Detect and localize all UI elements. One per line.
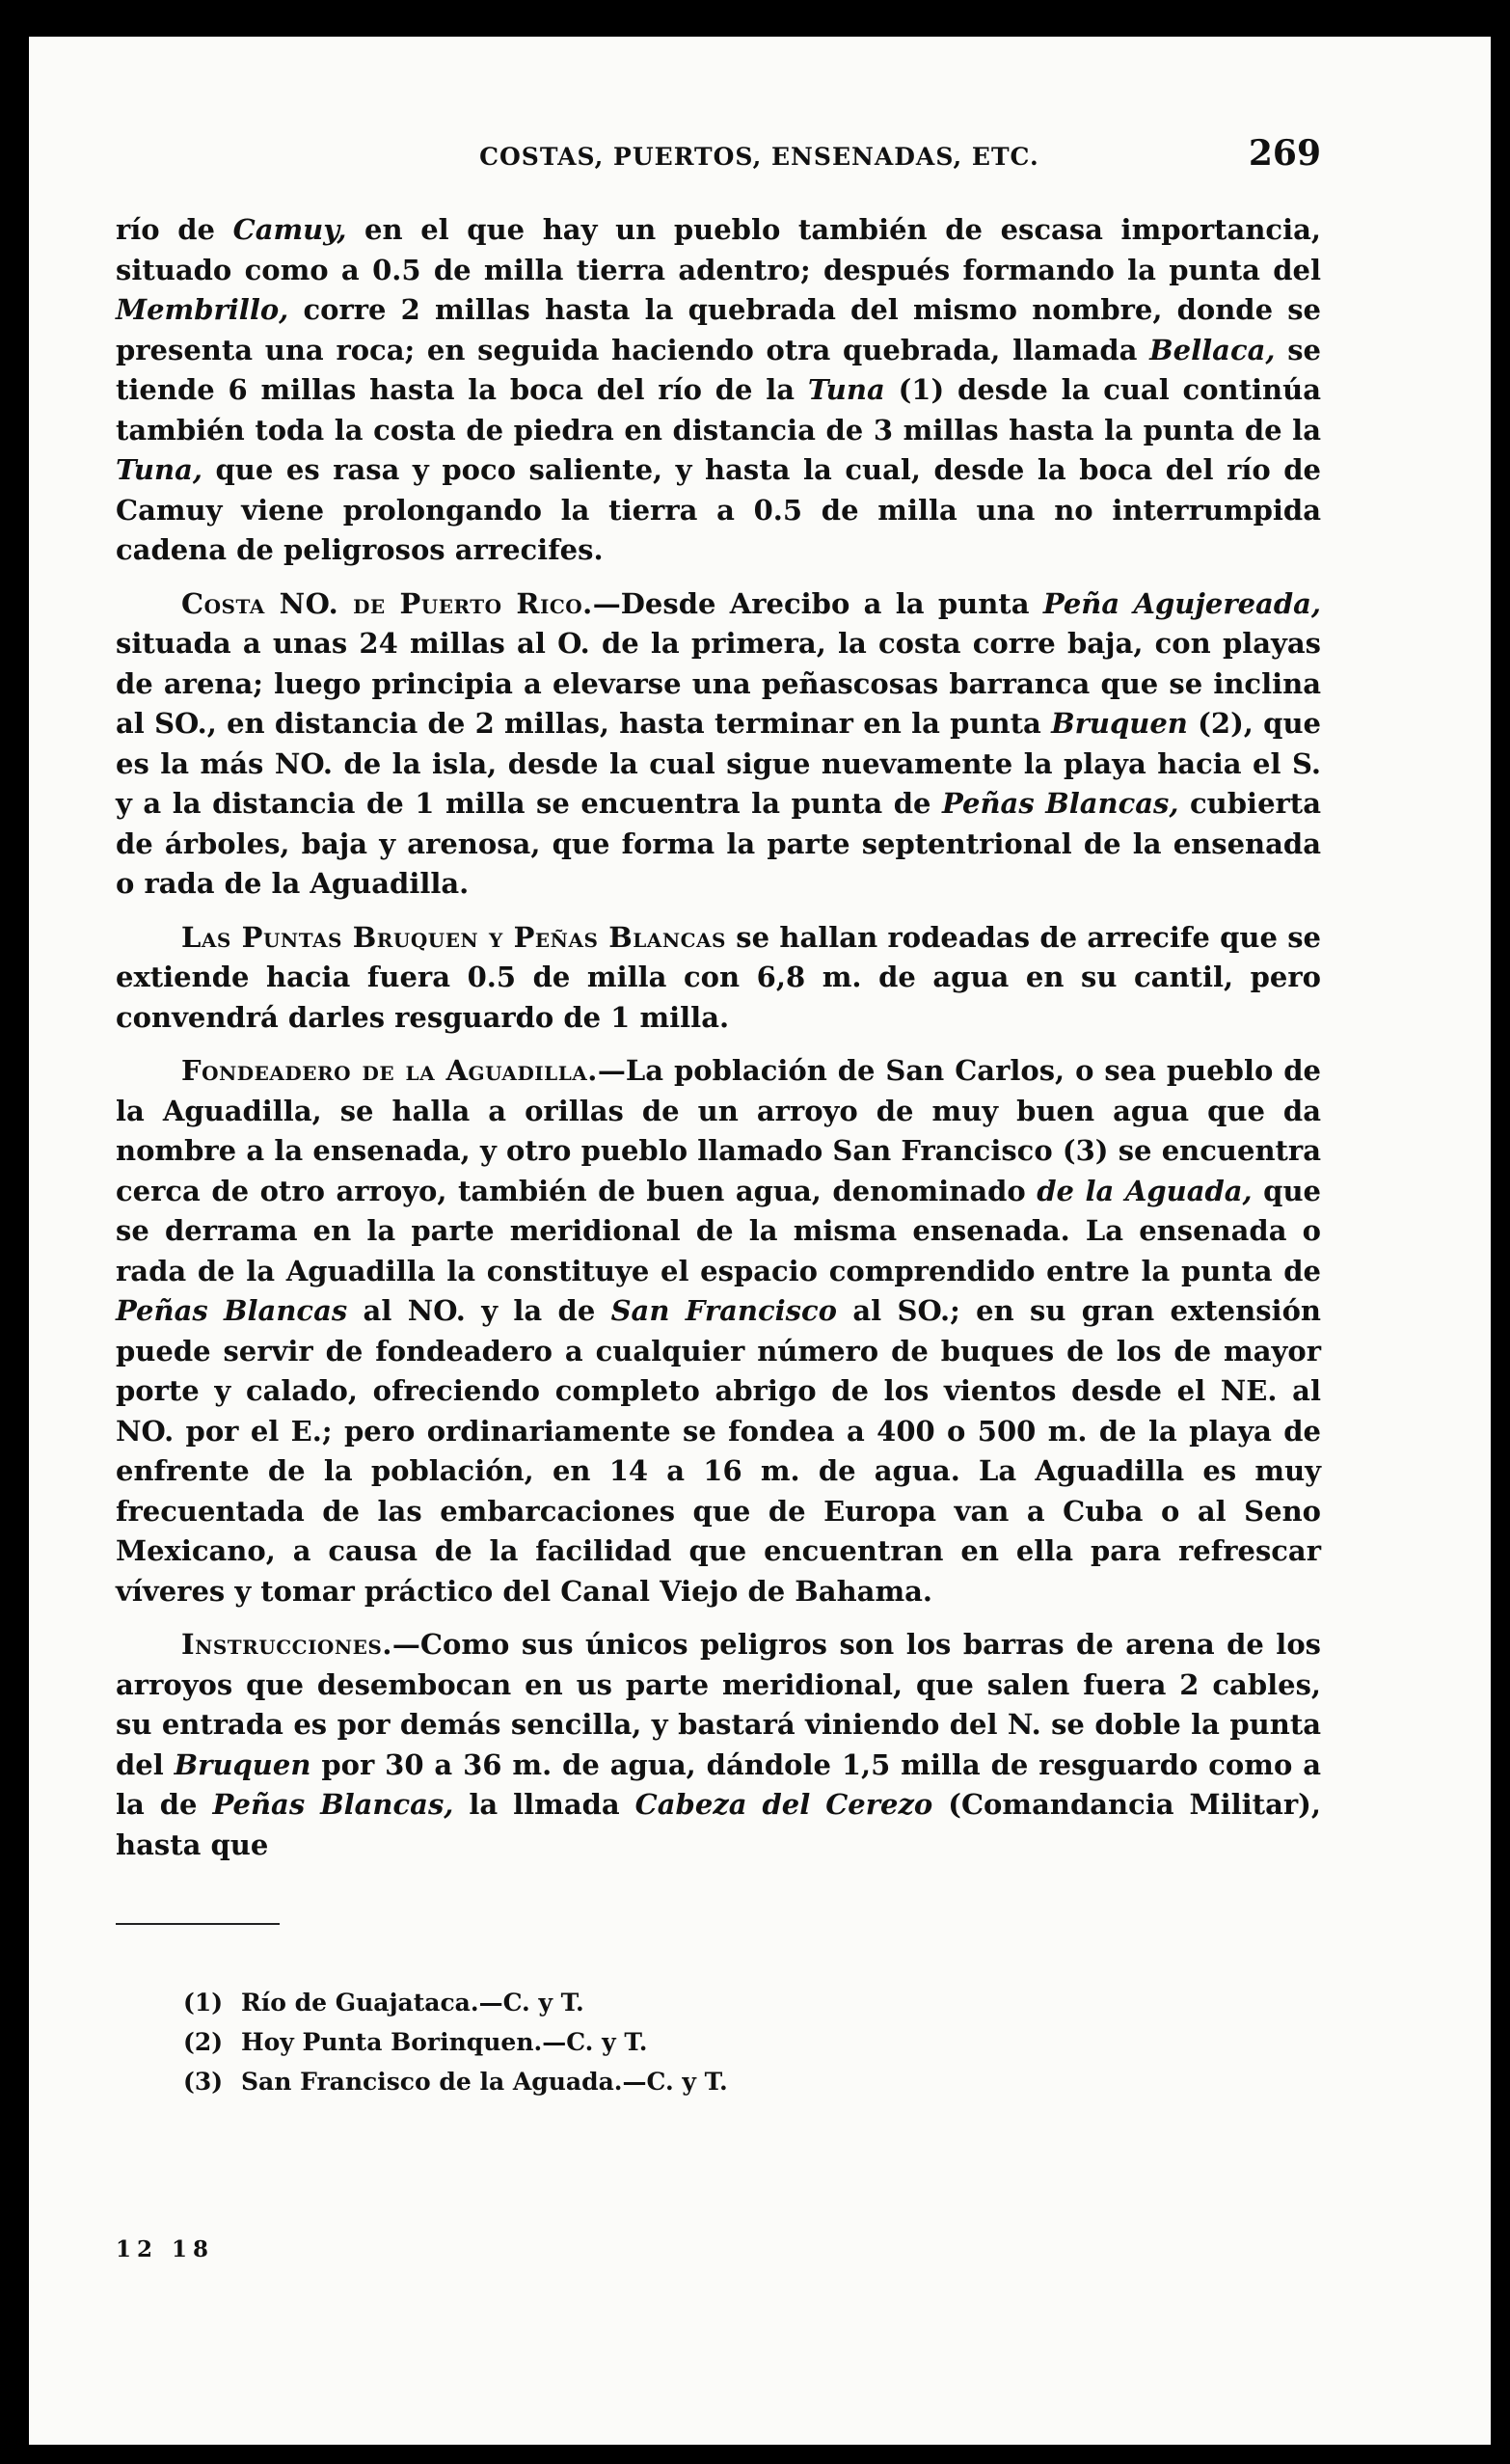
paragraph-puntas — [116, 918, 1321, 1039]
place-name: San Francisco — [610, 1294, 838, 1327]
text-run: (2), que es la más NO. de la isla, desde la cual sigue nuevamente la playa hacia el S. y a la distancia de 1 milla se encuentra la punta de — [116, 707, 1321, 820]
footnote-text: San Francisco de la Aguada.—C. y T. — [241, 2068, 728, 2096]
section-heading: Fondeadero de la Aguadilla. — [181, 1054, 598, 1087]
text-run: se hallan rodeadas de arrecife que se extiende hacia fuera 0.5 de milla con 6,8 m. de agua en su cantil, pero convendrá darles resguardo de 1 milla. — [116, 920, 1321, 1034]
text-run: por 30 a 36 m. de agua, dándole 1,5 milla de resguardo como a la de — [116, 1747, 1321, 1821]
place-name: Membrillo, — [116, 293, 289, 326]
text-run: en el que hay un pueblo también de escasa importancia, situado como a 0.5 de milla tierra adentro; después formando la punta del — [116, 213, 1321, 286]
footnote-text: Hoy Punta Borinquen.—C. y T. — [241, 2028, 648, 2056]
running-head — [116, 133, 1321, 191]
printer-signature: 12 18 — [116, 2236, 215, 2262]
text-run: al NO. y la de — [347, 1294, 611, 1327]
paragraph-costa-no — [116, 584, 1321, 905]
section-heading: Las Puntas Bruquen y Peñas Blancas — [181, 920, 726, 954]
place-name: Bellaca, — [1149, 333, 1276, 366]
place-name: Cabeza del Cerezo — [634, 1788, 933, 1821]
footnote-number: (3) — [183, 2068, 224, 2096]
footnote — [183, 2062, 1321, 2101]
paragraph-instrucciones — [116, 1625, 1321, 1865]
place-name: Tuna, — [116, 453, 202, 486]
place-name: Bruquen — [174, 1747, 311, 1781]
text-run: al SO.; en su gran extensión puede servir de fondeadero a cualquier número de buques de los de mayor porte y calado, ofreciendo completo abrigo de los vientos desde el NE. al NO. por el E.; pero ordinariamente se fondea a 400 o 500 m. de la playa de enfrente de la población, en 14 a 16 m. de agua. La Aguadilla es muy frecuentada de las embarcaciones que de Europa van a Cuba o al Seno Mexicano, a causa de la facilidad que encuentran en ella para refrescar víveres y tomar práctico del Canal Viejo de Bahama. — [116, 1294, 1321, 1608]
text-run: la llmada — [453, 1788, 635, 1821]
place-name: Peñas Blancas — [116, 1294, 348, 1327]
footnotes — [183, 1983, 1321, 2101]
running-title: COSTAS, PUERTOS, ENSENADAS, ETC. — [479, 143, 1039, 171]
text-run: —La población de San Carlos, o sea pueblo de la Aguadilla, se halla a orillas de un arroyo de muy buen agua que da nombre a la ensenada, y otro pueblo llamado San Francisco (3) se encuentra cerca de otro arroyo, también de buen agua, denominado — [116, 1054, 1321, 1207]
text-run: cubierta de árboles, baja y arenosa, que forma la parte septentrional de la ensenada o rada de la Aguadilla. — [116, 787, 1321, 900]
text-run: (Comandancia Militar), hasta que — [116, 1788, 1321, 1861]
place-name: de la Aguada, — [1037, 1174, 1253, 1207]
text-run: (1) desde la cual continúa también toda la costa de piedra en distancia de 3 millas hasta la punta de la — [116, 373, 1321, 447]
text-run: corre 2 millas hasta la quebrada del mismo nombre, donde se presenta una roca; en seguida haciendo otra quebrada, llamada — [116, 293, 1321, 366]
text-run: —Desde Arecibo a la punta — [592, 586, 1043, 620]
footnote-number: (1) — [183, 1989, 224, 2017]
footnote-text: Río de Guajataca.—C. y T. — [241, 1989, 584, 2017]
book-page — [29, 37, 1491, 2445]
footnote-number: (2) — [183, 2028, 224, 2056]
footnote-divider — [116, 1923, 280, 1925]
text-run: que se derrama en la parte meridional de la misma ensenada. La ensenada o rada de la Aguadilla la constituye el espacio comprendido entre la punta de — [116, 1174, 1321, 1287]
place-name: Peña Agujereada, — [1042, 586, 1321, 620]
place-name: Camuy, — [232, 213, 347, 246]
page-content — [116, 133, 1321, 2262]
place-name: Peñas Blancas, — [941, 787, 1179, 820]
text-run: río de — [116, 213, 233, 246]
page-number: 269 — [1248, 133, 1321, 174]
footnote — [183, 2022, 1321, 2062]
paragraph-fondeadero — [116, 1051, 1321, 1611]
place-name: Bruquen — [1051, 707, 1188, 740]
footnote — [183, 1983, 1321, 2022]
place-name: Tuna — [807, 373, 885, 406]
paragraph-camuy — [116, 210, 1321, 571]
text-run: que es rasa y poco saliente, y hasta la cual, desde la boca del río de Camuy viene prolongando la tierra a 0.5 de milla una no interrumpida cadena de peligrosos arrecifes. — [116, 453, 1321, 566]
section-heading: Costa NO. de Puerto Rico. — [181, 586, 593, 620]
place-name: Peñas Blancas, — [212, 1788, 454, 1821]
text-run: situada a unas 24 millas al O. de la primera, la costa corre baja, con playas de arena; luego principia a elevarse una peñascosas barranca que se inclina al SO., en distancia de 2 millas, hasta terminar en la punta — [116, 627, 1321, 740]
body-text — [116, 210, 1321, 1865]
text-run: —Como sus únicos peligros son los barras de arena de los arroyos que desembocan en us parte meridional, que salen fuera 2 cables, su entrada es por demás sencilla, y bastará viniendo del N. se doble la punta del — [116, 1628, 1321, 1781]
section-heading: Instrucciones. — [181, 1628, 392, 1661]
text-run: se tiende 6 millas hasta la boca del río de la — [116, 333, 1322, 406]
